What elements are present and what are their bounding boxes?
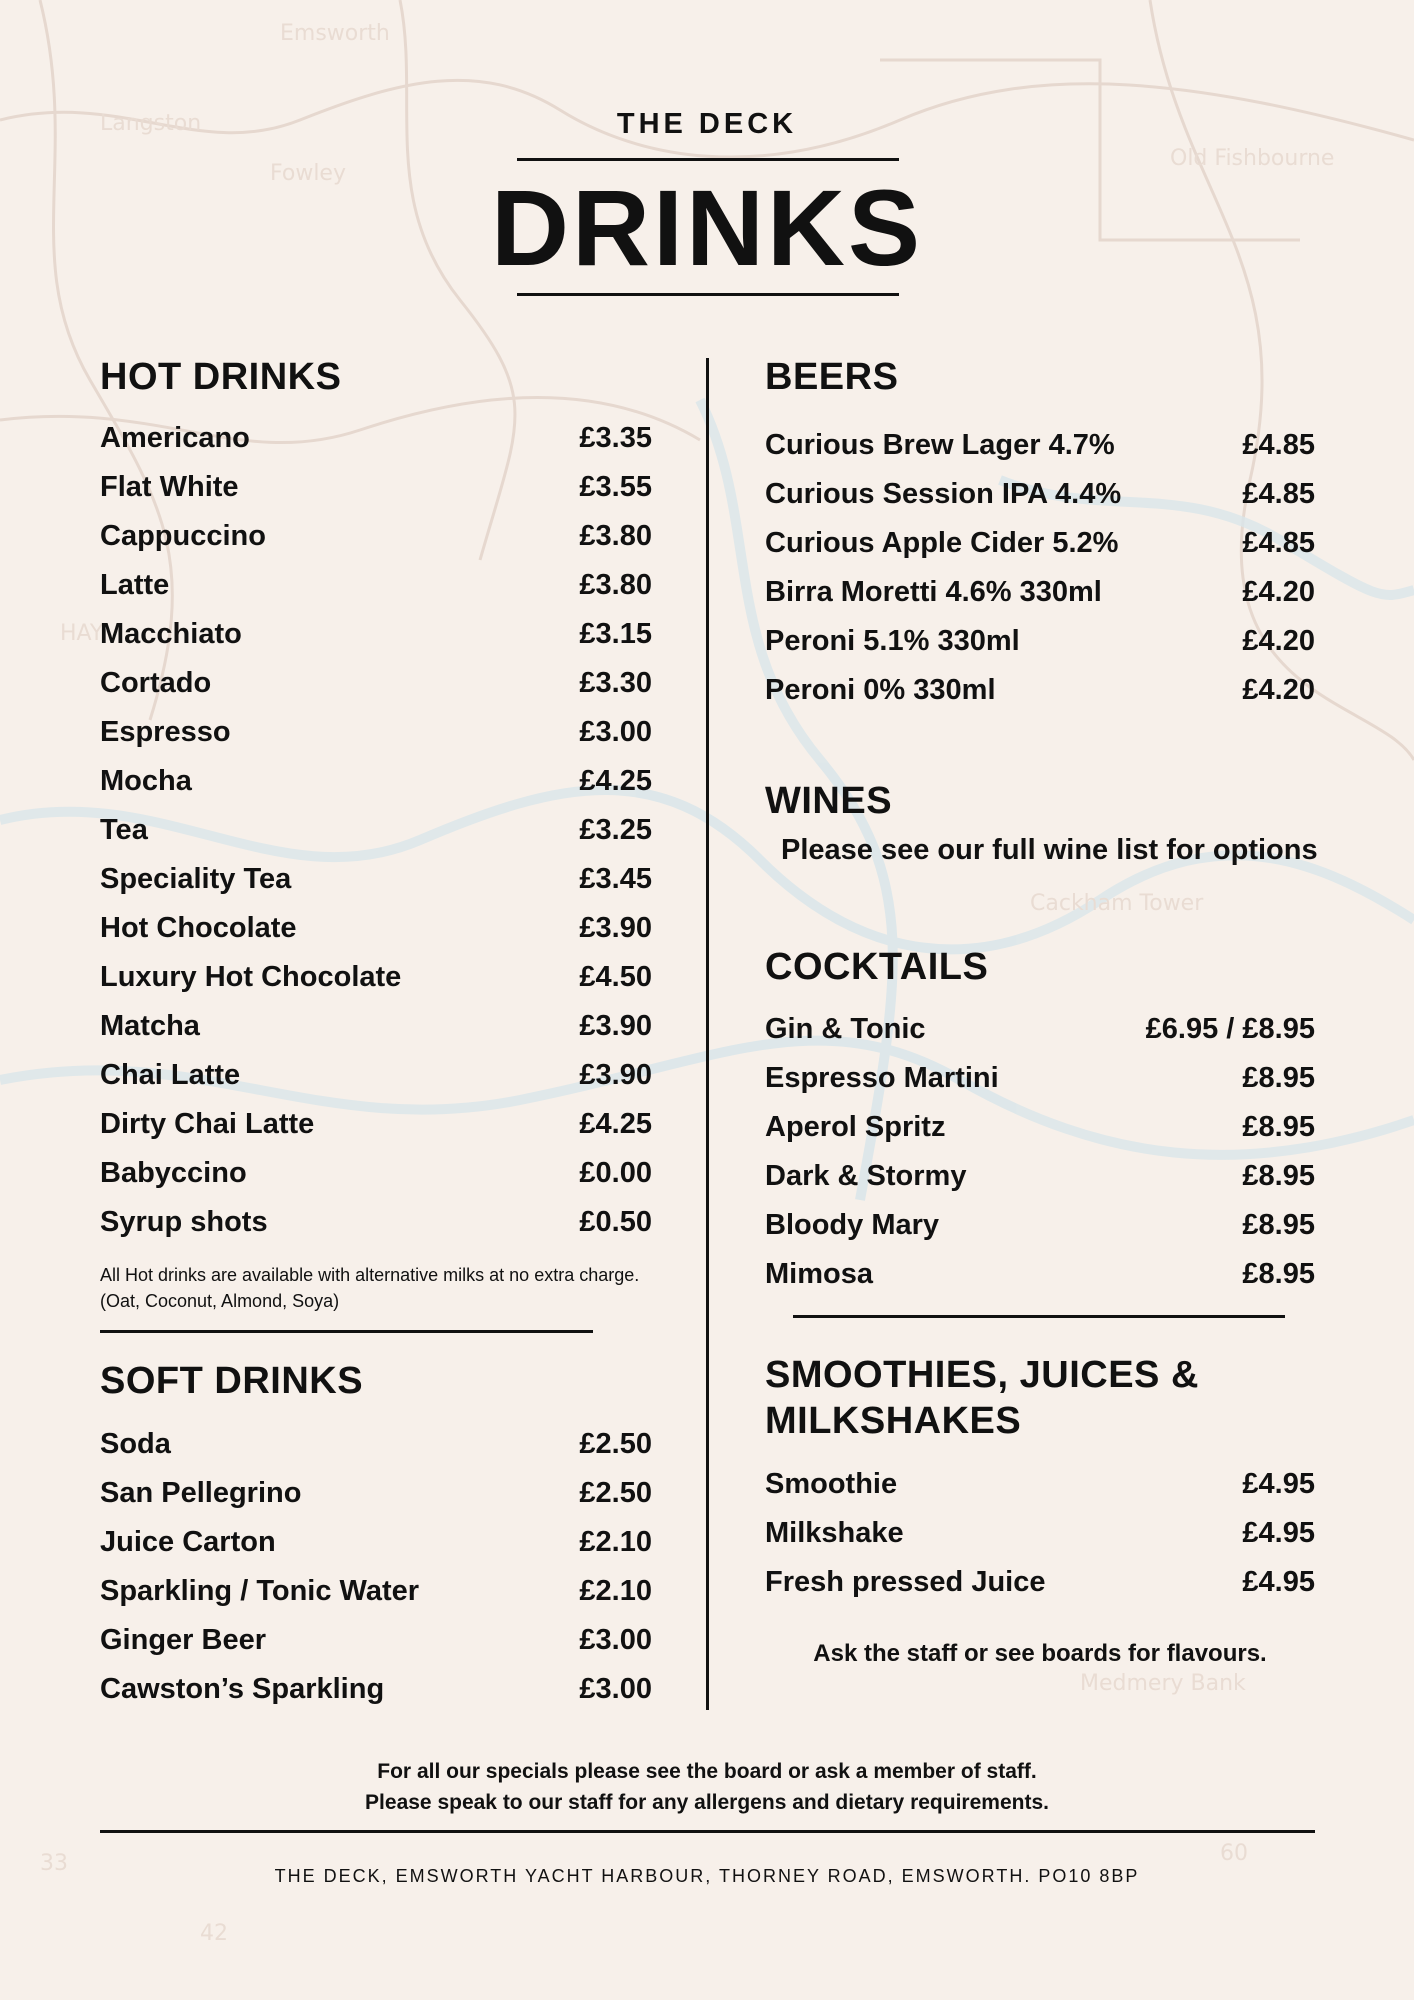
menu-item bbox=[100, 855, 652, 904]
svg-text:33: 33 bbox=[40, 1851, 68, 1876]
menu-item bbox=[100, 463, 652, 512]
item-name: Speciality Tea bbox=[100, 863, 292, 895]
footer-note bbox=[0, 1756, 1414, 1818]
menu-header bbox=[0, 108, 1414, 141]
beers-section bbox=[765, 354, 1315, 400]
item-price: £3.90 bbox=[579, 1010, 652, 1042]
item-price: £3.00 bbox=[579, 1673, 652, 1705]
item-name: Soda bbox=[100, 1428, 171, 1460]
item-price: £3.25 bbox=[579, 814, 652, 846]
menu-item bbox=[100, 757, 652, 806]
item-name: Mimosa bbox=[765, 1258, 873, 1290]
soft-drinks-section bbox=[100, 1358, 652, 1404]
section-title: COCKTAILS bbox=[765, 946, 989, 988]
item-price: £3.15 bbox=[579, 618, 652, 650]
smoothies-note: Ask the staff or see boards for flavours. bbox=[813, 1640, 1267, 1667]
item-price: £4.95 bbox=[1242, 1517, 1315, 1549]
item-name: Syrup shots bbox=[100, 1206, 268, 1238]
item-name: Babyccino bbox=[100, 1157, 247, 1189]
item-name: Curious Brew Lager 4.7% bbox=[765, 429, 1115, 461]
item-price: £3.80 bbox=[579, 520, 652, 552]
section-title: SOFT DRINKS bbox=[100, 1360, 364, 1402]
menu-item bbox=[100, 414, 652, 463]
menu-item bbox=[765, 1509, 1315, 1558]
item-price: £4.25 bbox=[579, 765, 652, 797]
item-price: £4.85 bbox=[1242, 429, 1315, 461]
menu-item bbox=[100, 1420, 652, 1469]
menu-item bbox=[765, 1152, 1315, 1201]
cocktails-section bbox=[765, 944, 1315, 990]
column-divider bbox=[706, 358, 709, 1710]
menu-item bbox=[100, 610, 652, 659]
menu-item bbox=[765, 1558, 1315, 1607]
smoothies-list bbox=[765, 1460, 1315, 1607]
item-price: £8.95 bbox=[1242, 1258, 1315, 1290]
item-price: £8.95 bbox=[1242, 1062, 1315, 1094]
menu-item bbox=[765, 568, 1315, 617]
header-rule-top bbox=[517, 158, 899, 161]
hot-drinks-note: All Hot drinks are available with alternative milks at no extra charge. (Oat, Coconut, Almond, Soya) bbox=[100, 1265, 640, 1311]
menu-item bbox=[765, 666, 1315, 715]
menu-item bbox=[100, 512, 652, 561]
item-name: Macchiato bbox=[100, 618, 242, 650]
item-price: £2.10 bbox=[579, 1526, 652, 1558]
item-name: Milkshake bbox=[765, 1517, 904, 1549]
svg-text:Langston: Langston bbox=[100, 111, 202, 136]
menu-item bbox=[765, 1201, 1315, 1250]
footer-line-2: Please speak to our staff for any allergens and dietary requirements. bbox=[365, 1791, 1049, 1814]
item-price: £3.80 bbox=[579, 569, 652, 601]
item-name: Birra Moretti 4.6% 330ml bbox=[765, 576, 1102, 608]
item-price: £3.55 bbox=[579, 471, 652, 503]
header-rule-bottom bbox=[517, 293, 899, 296]
item-name: Matcha bbox=[100, 1010, 200, 1042]
item-price: £3.90 bbox=[579, 1059, 652, 1091]
item-name: Mocha bbox=[100, 765, 192, 797]
page-title: DRINKS bbox=[490, 167, 924, 288]
menu-item bbox=[765, 617, 1315, 666]
hot-drinks-list bbox=[100, 414, 652, 1247]
item-price: £3.45 bbox=[579, 863, 652, 895]
item-name: Espresso Martini bbox=[765, 1062, 999, 1094]
menu-item bbox=[100, 1616, 652, 1665]
item-name: Latte bbox=[100, 569, 170, 601]
menu-item bbox=[100, 1051, 652, 1100]
menu-item bbox=[100, 1198, 652, 1247]
wines-note: Please see our full wine list for options bbox=[781, 834, 1318, 866]
item-price: £4.50 bbox=[579, 961, 652, 993]
item-price: £3.00 bbox=[579, 1624, 652, 1656]
item-name: Sparkling / Tonic Water bbox=[100, 1575, 420, 1607]
item-name: Dark & Stormy bbox=[765, 1160, 967, 1192]
svg-text:Fowley: Fowley bbox=[270, 161, 346, 186]
menu-item bbox=[765, 470, 1315, 519]
item-name: Smoothie bbox=[765, 1468, 898, 1500]
menu-item bbox=[765, 1103, 1315, 1152]
item-price: £4.85 bbox=[1242, 527, 1315, 559]
wines-section bbox=[765, 778, 1315, 824]
item-price: £4.95 bbox=[1242, 1468, 1315, 1500]
item-price: £8.95 bbox=[1242, 1111, 1315, 1143]
item-name: Cortado bbox=[100, 667, 212, 699]
svg-text:Medmery Bank: Medmery Bank bbox=[1080, 1671, 1246, 1696]
menu-item bbox=[765, 1054, 1315, 1103]
item-name: Tea bbox=[100, 814, 148, 846]
item-name: Flat White bbox=[100, 471, 239, 503]
item-price: £6.95 / £8.95 bbox=[1145, 1013, 1315, 1045]
menu-item bbox=[100, 904, 652, 953]
venue-name: THE DECK bbox=[616, 108, 798, 140]
section-title: WINES bbox=[765, 780, 893, 822]
menu-item bbox=[765, 1005, 1315, 1054]
item-name: Dirty Chai Latte bbox=[100, 1108, 315, 1140]
footer-rule bbox=[100, 1830, 1315, 1833]
item-name: Luxury Hot Chocolate bbox=[100, 961, 402, 993]
item-name: Fresh pressed Juice bbox=[765, 1566, 1046, 1598]
item-price: £4.95 bbox=[1242, 1566, 1315, 1598]
item-price: £3.90 bbox=[579, 912, 652, 944]
section-title-line1: SMOOTHIES, JUICES & bbox=[765, 1354, 1199, 1396]
item-name: Peroni 0% 330ml bbox=[765, 674, 996, 706]
item-name: Bloody Mary bbox=[765, 1209, 940, 1241]
item-name: Chai Latte bbox=[100, 1059, 241, 1091]
menu-item bbox=[100, 953, 652, 1002]
menu-item bbox=[100, 708, 652, 757]
section-title: HOT DRINKS bbox=[100, 356, 342, 398]
item-price: £4.20 bbox=[1242, 625, 1315, 657]
svg-text:42: 42 bbox=[200, 1921, 228, 1946]
item-name: Peroni 5.1% 330ml bbox=[765, 625, 1020, 657]
item-price: £3.30 bbox=[579, 667, 652, 699]
svg-text:Old Fishbourne: Old Fishbourne bbox=[1170, 146, 1335, 171]
svg-text:60: 60 bbox=[1220, 1841, 1248, 1866]
menu-item bbox=[100, 1002, 652, 1051]
menu-item bbox=[100, 1469, 652, 1518]
menu-item bbox=[100, 561, 652, 610]
menu-item bbox=[100, 1100, 652, 1149]
footer-line-1: For all our specials please see the board or ask a member of staff. bbox=[377, 1760, 1037, 1783]
cocktails-list bbox=[765, 1005, 1315, 1299]
item-price: £3.35 bbox=[579, 422, 652, 454]
menu-item bbox=[765, 421, 1315, 470]
section-title: BEERS bbox=[765, 356, 899, 398]
section-divider bbox=[100, 1330, 593, 1333]
item-name: Espresso bbox=[100, 716, 231, 748]
menu-item bbox=[765, 1250, 1315, 1299]
svg-text:Emsworth: Emsworth bbox=[280, 21, 390, 46]
smoothies-section bbox=[765, 1352, 1315, 1444]
item-name: Ginger Beer bbox=[100, 1624, 266, 1656]
beers-list bbox=[765, 421, 1315, 715]
item-price: £2.10 bbox=[579, 1575, 652, 1607]
item-price: £8.95 bbox=[1242, 1160, 1315, 1192]
menu-item bbox=[100, 659, 652, 708]
menu-item bbox=[100, 1567, 652, 1616]
menu-item bbox=[100, 1665, 652, 1714]
item-name: Curious Session IPA 4.4% bbox=[765, 478, 1122, 510]
hot-drinks-section bbox=[100, 354, 652, 400]
menu-item bbox=[100, 1149, 652, 1198]
section-title-line2: MILKSHAKES bbox=[765, 1400, 1022, 1442]
menu-item bbox=[100, 806, 652, 855]
menu-item bbox=[100, 1518, 652, 1567]
item-name: Aperol Spritz bbox=[765, 1111, 946, 1143]
item-name: San Pellegrino bbox=[100, 1477, 302, 1509]
svg-text:HAY: HAY bbox=[60, 621, 104, 646]
address: THE DECK, EMSWORTH YACHT HARBOUR, THORNEY ROAD, EMSWORTH. PO10 8BP bbox=[274, 1866, 1140, 1886]
item-price: £8.95 bbox=[1242, 1209, 1315, 1241]
item-name: Curious Apple Cider 5.2% bbox=[765, 527, 1119, 559]
svg-text:Cackham Tower: Cackham Tower bbox=[1030, 891, 1204, 916]
soft-drinks-list bbox=[100, 1420, 652, 1714]
item-name: Cawston’s Sparkling bbox=[100, 1673, 385, 1705]
item-price: £4.25 bbox=[579, 1108, 652, 1140]
item-price: £2.50 bbox=[579, 1428, 652, 1460]
item-price: £0.50 bbox=[579, 1206, 652, 1238]
item-price: £4.20 bbox=[1242, 674, 1315, 706]
item-name: Hot Chocolate bbox=[100, 912, 297, 944]
item-name: Gin & Tonic bbox=[765, 1013, 926, 1045]
menu-item bbox=[765, 1460, 1315, 1509]
item-price: £0.00 bbox=[579, 1157, 652, 1189]
item-price: £3.00 bbox=[579, 716, 652, 748]
section-divider bbox=[793, 1315, 1285, 1318]
item-price: £4.85 bbox=[1242, 478, 1315, 510]
item-name: Juice Carton bbox=[100, 1526, 276, 1558]
item-price: £4.20 bbox=[1242, 576, 1315, 608]
item-name: Americano bbox=[100, 422, 250, 454]
menu-item bbox=[765, 519, 1315, 568]
item-name: Cappuccino bbox=[100, 520, 266, 552]
item-price: £2.50 bbox=[579, 1477, 652, 1509]
